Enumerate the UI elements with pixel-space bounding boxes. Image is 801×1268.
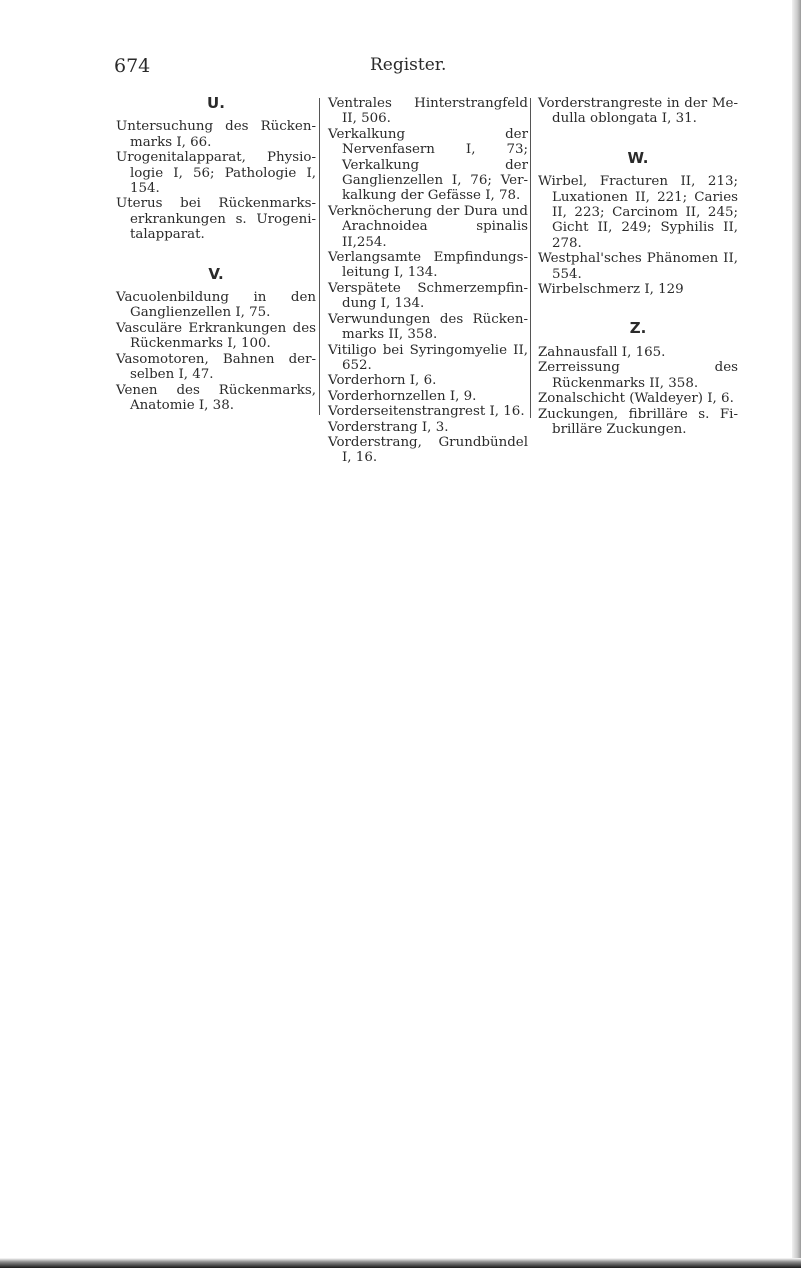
index-entry: Zonalschicht (Waldeyer) I, 6. <box>538 391 734 407</box>
bottom-scan-edge <box>0 1258 801 1268</box>
index-column-3 <box>538 96 738 437</box>
index-column-2 <box>328 96 528 466</box>
index-entry: Verknöcherung der Dura und Arachnoidea spinalis II,254. <box>328 203 528 250</box>
page-number: 674 <box>114 55 151 77</box>
index-entry: Verlangsamte Empfindungs-leitung I, 134. <box>328 250 528 281</box>
page-header <box>0 55 801 83</box>
index-entry: Zuckungen, fibrilläre s. Fi-brilläre Zuckungen. <box>538 406 738 437</box>
index-entry: Westphal'sches Phänomen II, 554. <box>538 251 738 282</box>
index-entry: Vorderstrang, Grundbündel I, 16. <box>328 434 528 466</box>
index-entry: Verwundungen des Rücken-marks II, 358. <box>328 311 528 343</box>
index-entry: Venen des Rückenmarks, Anatomie I, 38. <box>116 382 316 413</box>
index-entry: Vorderstrangreste in der Me-dulla oblongata I, 31. <box>538 96 738 127</box>
index-entry: Urogenitalapparat, Physio-logie I, 56; Pathologie I, 154. <box>116 150 316 197</box>
index-entry: Wirbel, Fracturen II, 213; Luxationen II, 221; Caries II, 223; Carcinom II, 245; Gicht II, 249; Syphilis II, 278. <box>538 174 738 251</box>
index-entry: Verspätete Schmerzempfin-dung I, 134. <box>328 280 528 312</box>
index-entry: Untersuchung des Rücken-marks I, 66. <box>116 119 316 150</box>
index-entry: Wirbelschmerz I, 129 <box>538 282 684 298</box>
index-entry: Vasomotoren, Bahnen der-selben I, 47. <box>116 351 316 383</box>
index-column-1 <box>116 96 316 413</box>
section-letter-z: Z. <box>629 319 647 338</box>
index-entry: Vasculäre Erkrankungen des Rückenmarks I, 100. <box>116 320 316 352</box>
section-letter-v: V. <box>208 264 224 283</box>
running-title: Register. <box>370 55 447 75</box>
index-entry: Uterus bei Rückenmarks-erkrankungen s. Urogeni-talapparat. <box>116 196 316 243</box>
column-divider <box>319 98 320 415</box>
column-divider <box>530 98 531 418</box>
index-entry: Zerreissung des Rückenmarks II, 358. <box>538 360 738 391</box>
page-edge-shadow <box>792 0 801 1268</box>
index-entry: Verkalkung der Nervenfasern I, 73; Verkalkung der Ganglienzellen I, 76; Ver-kalkung der Gefässe I, 78. <box>328 126 528 204</box>
index-entry: Zahnausfall I, 165. <box>538 344 666 360</box>
index-entry: Vorderseitenstrangrest I, 16. <box>328 404 525 420</box>
section-letter-u: U. <box>207 94 225 112</box>
section-letter-w: W. <box>627 148 649 167</box>
index-entry: Vorderhornzellen I, 9. <box>328 388 477 404</box>
index-entry: Vacuolenbildung in den Ganglienzellen I, 75. <box>116 290 316 321</box>
index-entry: Vorderhorn I, 6. <box>328 373 437 389</box>
index-entry: Vorderstrang I, 3. <box>328 419 449 435</box>
index-entry: Vitiligo bei Syringomyelie II, 652. <box>328 342 528 373</box>
index-entry: Ventrales Hinterstrangfeld II, 506. <box>328 96 528 127</box>
